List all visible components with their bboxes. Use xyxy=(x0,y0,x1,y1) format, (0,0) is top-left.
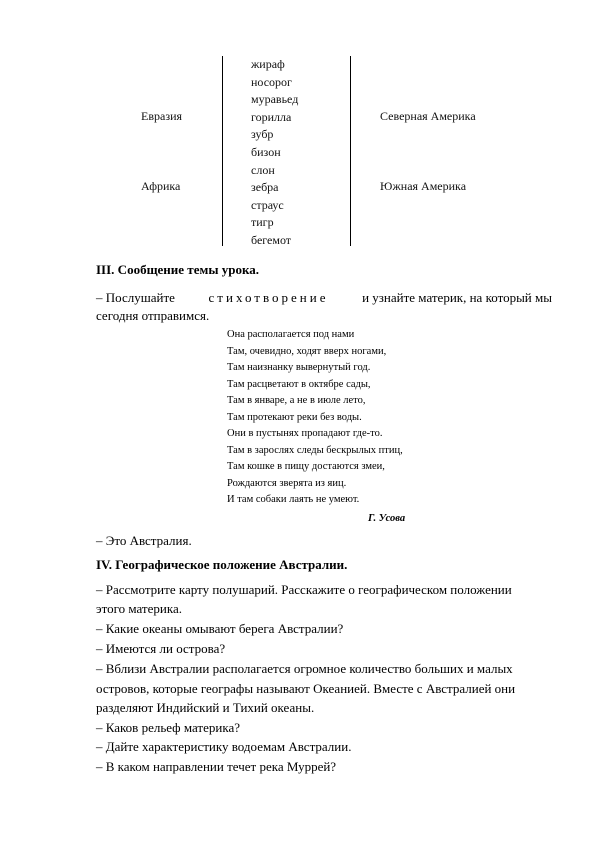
animal-item: слон xyxy=(251,162,275,177)
poem-line: Она располагается под нами xyxy=(227,329,355,340)
animal-item: бизон xyxy=(251,144,281,159)
poem-line: Там, очевидно, ходят вверх ногами, xyxy=(227,345,387,357)
poem-line: Там в январе, а не в июле лето, xyxy=(227,395,366,406)
continent-north-america: Северная Америка xyxy=(380,109,476,123)
answer-text: – Это Австралия. xyxy=(96,533,192,548)
poem-author: Г. Усова xyxy=(368,513,406,524)
table-divider-right xyxy=(350,56,351,246)
intro-spaced-word: стихотворение xyxy=(208,290,329,305)
poem-line: Там кошке в пищу достаются змеи, xyxy=(227,461,385,472)
section-3-heading: III. Сообщение темы урока. xyxy=(96,262,259,277)
intro-prefix: – Послушайте xyxy=(96,290,175,305)
animal-item: горилла xyxy=(251,109,292,124)
poem-line: Там расцветают в октябре сады, xyxy=(227,378,371,390)
animal-item: жираф xyxy=(251,57,285,71)
poem-line: Там в зарослях следы бескрылых птиц, xyxy=(227,444,403,456)
continent-africa: Африка xyxy=(141,179,181,193)
section-3-intro-line2: сегодня отправимся. xyxy=(96,308,210,323)
animal-item: зубр xyxy=(251,127,274,142)
table-divider-left xyxy=(222,56,223,246)
section-3-intro xyxy=(96,290,552,306)
animal-item: носорог xyxy=(251,74,292,89)
question-1-line1: – Рассмотрите карту полушарий. Расскажите о географическом положении xyxy=(96,582,512,597)
question-1-line2: этого материка. xyxy=(96,601,182,616)
animal-item: зебра xyxy=(251,180,279,195)
animal-item: муравьед xyxy=(251,92,299,107)
poem-line: Рождаются зверята из яиц. xyxy=(227,477,347,489)
paragraph-1-line2: островов, которые географы называют Океанией. Вместе с Австралией они xyxy=(96,681,516,696)
paragraph-1-line3: разделяют Индийский и Тихий океаны. xyxy=(96,700,315,715)
poem xyxy=(227,327,403,509)
poem-line: Они в пустынях пропадают где-то. xyxy=(227,428,383,439)
poem-line: Там наизнанку вывернутый год. xyxy=(227,362,371,373)
question-5: – Дайте характеристику водоемам Австралии. xyxy=(96,739,352,754)
poem-line: И там собаки лаять не умеют. xyxy=(227,494,360,505)
animal-item: бегемот xyxy=(251,232,292,247)
intro-suffix: и узнайте материк, на который мы xyxy=(362,290,552,305)
question-2: – Какие океаны омывают берега Австралии? xyxy=(96,621,344,636)
animal-list xyxy=(251,56,298,250)
animal-item: тигр xyxy=(251,215,274,230)
question-4: – Каков рельеф материка? xyxy=(96,720,240,735)
continent-south-america: Южная Америка xyxy=(380,179,467,193)
continent-eurasia: Евразия xyxy=(141,109,183,123)
question-3: – Имеются ли острова? xyxy=(96,641,226,656)
animal-item: страус xyxy=(251,197,284,212)
question-6: – В каком направлении течет река Муррей? xyxy=(96,759,337,774)
section-4-heading: IV. Географическое положение Австралии. xyxy=(96,557,348,572)
animal-table xyxy=(0,0,595,250)
paragraph-1-line1: – Вблизи Австралии располагается огромное количество больших и малых xyxy=(96,661,513,676)
poem-line: Там протекают реки без воды. xyxy=(227,411,362,423)
